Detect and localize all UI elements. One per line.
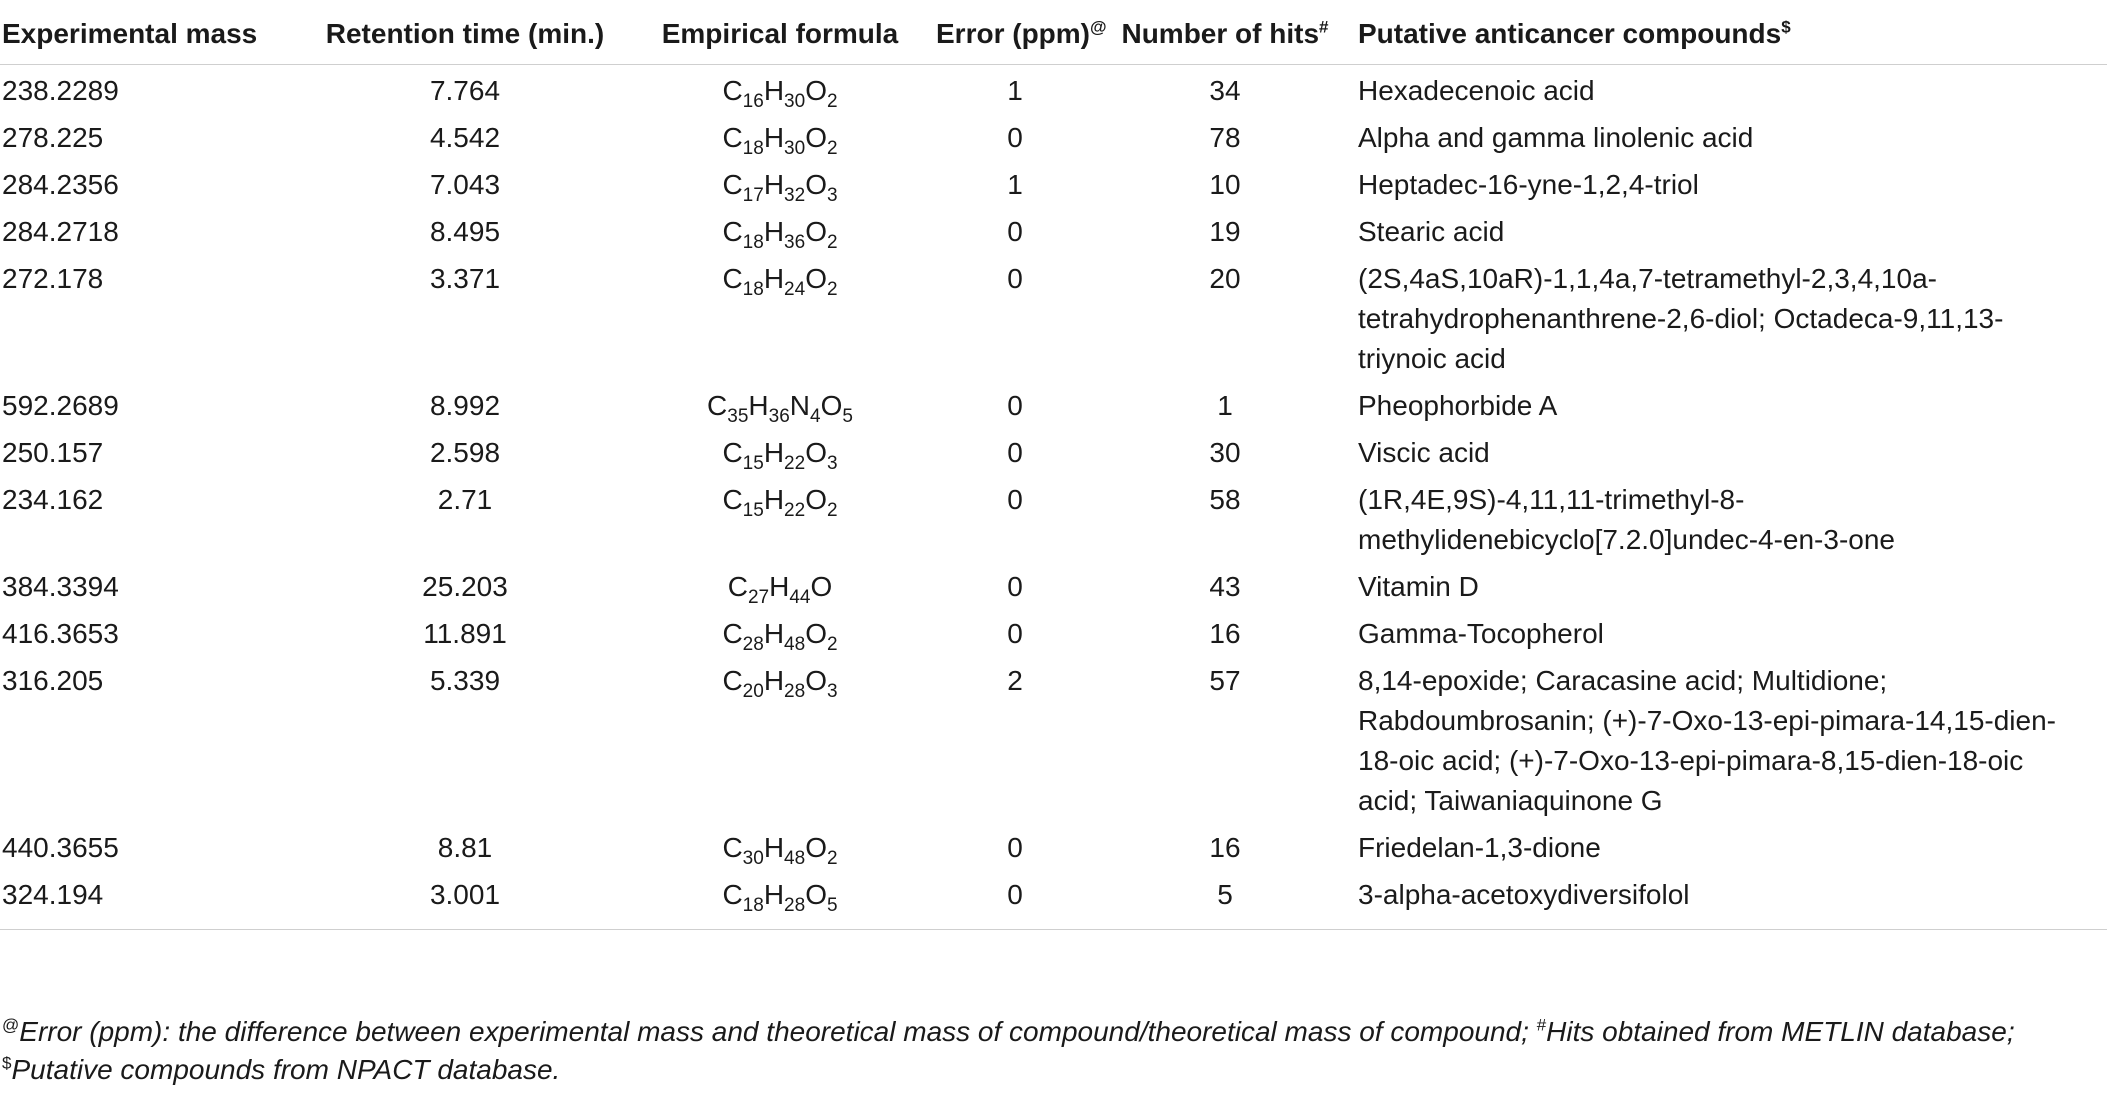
formula-element: C [722, 169, 743, 200]
cell-number-of-hits: 1 [1217, 390, 1233, 421]
cell-putative-compounds: Friedelan-1,3-dione [1358, 832, 1601, 863]
cell-empirical-formula [630, 159, 930, 206]
cell-empirical-formula [630, 561, 930, 608]
cell-experimental-mass: 384.3394 [2, 571, 119, 602]
cell-retention-time: 25.203 [422, 571, 508, 602]
cell-number-of-hits: 30 [1209, 437, 1241, 468]
table-row [0, 159, 2107, 206]
cell-error-ppm: 1 [1007, 75, 1023, 106]
formula-subscript: 17 [742, 185, 764, 206]
cell-error-ppm: 0 [1007, 390, 1023, 421]
formula-element: H [769, 571, 790, 602]
formula-element: O [805, 437, 827, 468]
cell-error-ppm: 0 [1007, 263, 1023, 294]
cell-experimental-mass: 234.162 [2, 484, 104, 515]
cell-empirical-formula [630, 427, 930, 474]
formula-subscript: 27 [747, 587, 770, 608]
cell-retention-time: 8.495 [429, 216, 501, 247]
formula-subscript: 5 [826, 895, 838, 916]
table-row [0, 561, 2107, 608]
table-row [0, 253, 2107, 380]
table-header-row [0, 8, 2107, 65]
cell-putative-compounds: Alpha and gamma linolenic acid [1358, 122, 1754, 153]
formula-subscript: 48 [784, 634, 806, 655]
footnote-error-text: Error (ppm): the difference between experimental mass and theoretical mass of compound/theoretical mass of compound; [19, 1016, 1537, 1047]
formula-subscript: 3 [826, 681, 838, 702]
table-row [0, 822, 2107, 869]
cell-experimental-mass: 284.2356 [2, 169, 119, 200]
formula-element: H [763, 75, 785, 106]
formula-subscript: 28 [784, 681, 806, 702]
table-row [0, 65, 2107, 113]
formula-subscript: 15 [742, 500, 764, 521]
formula-subscript: 2 [826, 279, 838, 300]
cell-error-ppm: 0 [1007, 484, 1023, 515]
cell-number-of-hits: 10 [1209, 169, 1241, 200]
cell-retention-time: 3.371 [429, 263, 501, 294]
formula-element: H [763, 263, 785, 294]
cell-number-of-hits: 58 [1209, 484, 1241, 515]
cell-number-of-hits: 78 [1209, 122, 1241, 153]
formula-element: O [810, 571, 833, 602]
table-footnote [2, 1013, 2102, 1089]
header-experimental-mass: Experimental mass [0, 8, 300, 65]
formula-subscript: 4 [810, 406, 821, 427]
cell-empirical-formula [630, 869, 930, 930]
formula-element: H [763, 832, 785, 863]
cell-retention-time: 5.339 [429, 665, 501, 696]
compounds-footnote-mark: $ [1781, 17, 1791, 37]
formula-element: O [805, 665, 827, 696]
cell-experimental-mass: 278.225 [2, 122, 104, 153]
cell-experimental-mass: 324.194 [0, 869, 300, 930]
footnote-mark-hits: # [1536, 1015, 1547, 1035]
cell-number-of-hits: 57 [1209, 665, 1241, 696]
cell-putative-compounds: 8,14-epoxide; Caracasine acid; Multidione; Rabdoumbrosanin; (+)-7-Oxo-13-epi-pimara-14,15-dien-18-oic acid; (+)-7-Oxo-13-epi-pimara-8,15-dien-18-oic acid; Taiwaniaquinone G [1358, 665, 2056, 816]
cell-retention-time: 8.81 [437, 832, 493, 863]
formula-element: N [789, 390, 811, 421]
error-footnote-mark: @ [1090, 17, 1107, 37]
formula-element: O [805, 618, 827, 649]
header-putative-compounds: Putative anticancer compounds$ [1350, 8, 2107, 65]
header-empirical-formula: Empirical formula [630, 8, 930, 65]
table-row [0, 474, 2107, 561]
cell-number-of-hits: 5 [1100, 869, 1350, 930]
formula-subscript: 2 [826, 500, 838, 521]
formula-subscript: 16 [742, 91, 764, 112]
formula-element: H [763, 122, 785, 153]
cell-empirical-formula [630, 112, 930, 159]
formula-element: O [805, 75, 827, 106]
formula-element: C [722, 832, 743, 863]
cell-retention-time: 2.598 [429, 437, 501, 468]
formula-subscript: 28 [784, 895, 806, 916]
results-table [0, 8, 2107, 930]
header-number-of-hits: Number of hits# [1100, 8, 1350, 65]
table-row [0, 608, 2107, 655]
results-table-container [0, 8, 2107, 930]
header-retention-time: Retention time (min.) [300, 8, 630, 65]
formula-subscript: 30 [784, 138, 806, 159]
cell-empirical-formula [630, 206, 930, 253]
cell-putative-compounds: Gamma-Tocopherol [1358, 618, 1604, 649]
formula-element: C [722, 75, 743, 106]
cell-putative-compounds: Stearic acid [1358, 216, 1505, 247]
footnote-hits-text: Hits obtained from METLIN database; [1546, 1016, 2015, 1047]
cell-experimental-mass: 284.2718 [2, 216, 119, 247]
cell-experimental-mass: 316.205 [2, 665, 104, 696]
cell-retention-time: 8.992 [429, 390, 501, 421]
formula-subscript: 30 [742, 848, 764, 869]
formula-element: H [763, 484, 785, 515]
cell-number-of-hits: 34 [1209, 75, 1241, 106]
formula-element: H [763, 879, 785, 910]
cell-empirical-formula [630, 474, 930, 561]
cell-retention-time: 2.71 [437, 484, 493, 515]
cell-experimental-mass: 440.3655 [2, 832, 119, 863]
header-error-ppm: Error (ppm)@ [930, 8, 1100, 65]
formula-subscript: 36 [784, 232, 806, 253]
formula-element: H [763, 169, 785, 200]
formula-subscript: 22 [784, 453, 806, 474]
formula-element: H [763, 437, 785, 468]
cell-error-ppm: 2 [1007, 665, 1023, 696]
formula-element: C [722, 122, 743, 153]
formula-subscript: 20 [742, 681, 764, 702]
cell-empirical-formula [630, 655, 930, 822]
formula-element: C [722, 263, 743, 294]
formula-subscript: 18 [742, 138, 764, 159]
formula-element: O [805, 169, 827, 200]
footnote-mark-compounds: $ [2, 1053, 12, 1073]
table-row [0, 112, 2107, 159]
formula-element: H [763, 216, 785, 247]
table-row [0, 380, 2107, 427]
cell-error-ppm: 0 [930, 869, 1100, 930]
cell-error-ppm: 0 [1007, 122, 1023, 153]
table-row [0, 206, 2107, 253]
formula-subscript: 36 [768, 406, 790, 427]
formula-element: O [805, 832, 827, 863]
table-row [0, 655, 2107, 822]
cell-empirical-formula [630, 65, 930, 113]
cell-number-of-hits: 43 [1209, 571, 1241, 602]
formula-subscript: 30 [784, 91, 806, 112]
formula-subscript: 3 [826, 453, 838, 474]
cell-empirical-formula [630, 608, 930, 655]
formula-element: O [805, 122, 827, 153]
formula-subscript: 24 [784, 279, 806, 300]
formula-subscript: 32 [784, 185, 806, 206]
table-row [0, 869, 2107, 930]
formula-subscript: 44 [789, 587, 811, 608]
cell-number-of-hits: 19 [1209, 216, 1241, 247]
formula-subscript: 18 [742, 232, 764, 253]
formula-element: H [763, 618, 785, 649]
formula-subscript: 2 [826, 138, 838, 159]
cell-error-ppm: 1 [1007, 169, 1023, 200]
cell-experimental-mass: 250.157 [2, 437, 104, 468]
cell-putative-compounds: Pheophorbide A [1358, 390, 1558, 421]
cell-putative-compounds: Hexadecenoic acid [1358, 75, 1595, 106]
cell-retention-time: 4.542 [429, 122, 501, 153]
formula-element: O [805, 216, 827, 247]
cell-error-ppm: 0 [1007, 618, 1023, 649]
formula-subscript: 5 [842, 406, 853, 427]
cell-empirical-formula [630, 380, 930, 427]
cell-experimental-mass: 416.3653 [2, 618, 119, 649]
formula-subscript: 48 [784, 848, 806, 869]
cell-error-ppm: 0 [1007, 571, 1023, 602]
formula-subscript: 15 [742, 453, 764, 474]
formula-element: O [805, 263, 827, 294]
table-body [0, 65, 2107, 930]
cell-putative-compounds: Viscic acid [1358, 437, 1490, 468]
cell-putative-compounds: Heptadec-16-yne-1,2,4-triol [1358, 169, 1699, 200]
cell-retention-time: 7.043 [429, 169, 501, 200]
formula-subscript: 18 [742, 895, 764, 916]
formula-element: H [763, 665, 785, 696]
formula-subscript: 2 [826, 232, 838, 253]
footnote-compounds-text: Putative compounds from NPACT database. [11, 1054, 561, 1085]
formula-subscript: 2 [826, 634, 838, 655]
cell-number-of-hits: 16 [1209, 832, 1241, 863]
cell-number-of-hits: 16 [1209, 618, 1241, 649]
cell-putative-compounds: (1R,4E,9S)-4,11,11-trimethyl-8-methylidenebicyclo[7.2.0]undec-4-en-3-one [1358, 484, 1895, 555]
formula-element: C [722, 618, 743, 649]
table-row [0, 427, 2107, 474]
footnote-mark-error: @ [2, 1015, 20, 1035]
cell-empirical-formula [630, 822, 930, 869]
cell-putative-compounds: Vitamin D [1358, 571, 1479, 602]
cell-error-ppm: 0 [1007, 437, 1023, 468]
cell-experimental-mass: 272.178 [2, 263, 104, 294]
formula-element: C [722, 216, 743, 247]
formula-element: O [805, 484, 827, 515]
cell-empirical-formula [630, 253, 930, 380]
formula-element: C [727, 571, 748, 602]
formula-element: O [805, 879, 827, 910]
formula-element: O [820, 390, 843, 421]
cell-retention-time: 11.891 [423, 618, 507, 649]
formula-subscript: 2 [826, 848, 838, 869]
formula-subscript: 28 [742, 634, 764, 655]
formula-element: C [722, 879, 743, 910]
cell-error-ppm: 0 [1007, 832, 1023, 863]
cell-putative-compounds: 3-alpha-acetoxydiversifolol [1350, 869, 2107, 930]
cell-experimental-mass: 238.2289 [2, 75, 119, 106]
cell-error-ppm: 0 [1007, 216, 1023, 247]
formula-subscript: 35 [727, 406, 749, 427]
cell-number-of-hits: 20 [1209, 263, 1241, 294]
cell-experimental-mass: 592.2689 [2, 390, 119, 421]
formula-subscript: 2 [826, 91, 838, 112]
formula-subscript: 18 [742, 279, 764, 300]
formula-subscript: 22 [784, 500, 806, 521]
formula-element: C [722, 665, 743, 696]
cell-putative-compounds: (2S,4aS,10aR)-1,1,4a,7-tetramethyl-2,3,4,10a-tetrahydrophenanthrene-2,6-diol; Octadeca-9,11,13-triynoic acid [1358, 263, 2004, 374]
formula-element: C [722, 484, 743, 515]
formula-element: H [748, 390, 769, 421]
hits-footnote-mark: # [1319, 17, 1329, 37]
cell-retention-time: 3.001 [300, 869, 630, 930]
formula-element: C [722, 437, 743, 468]
formula-element: C [707, 390, 728, 421]
formula-subscript: 3 [826, 185, 838, 206]
cell-retention-time: 7.764 [429, 75, 501, 106]
